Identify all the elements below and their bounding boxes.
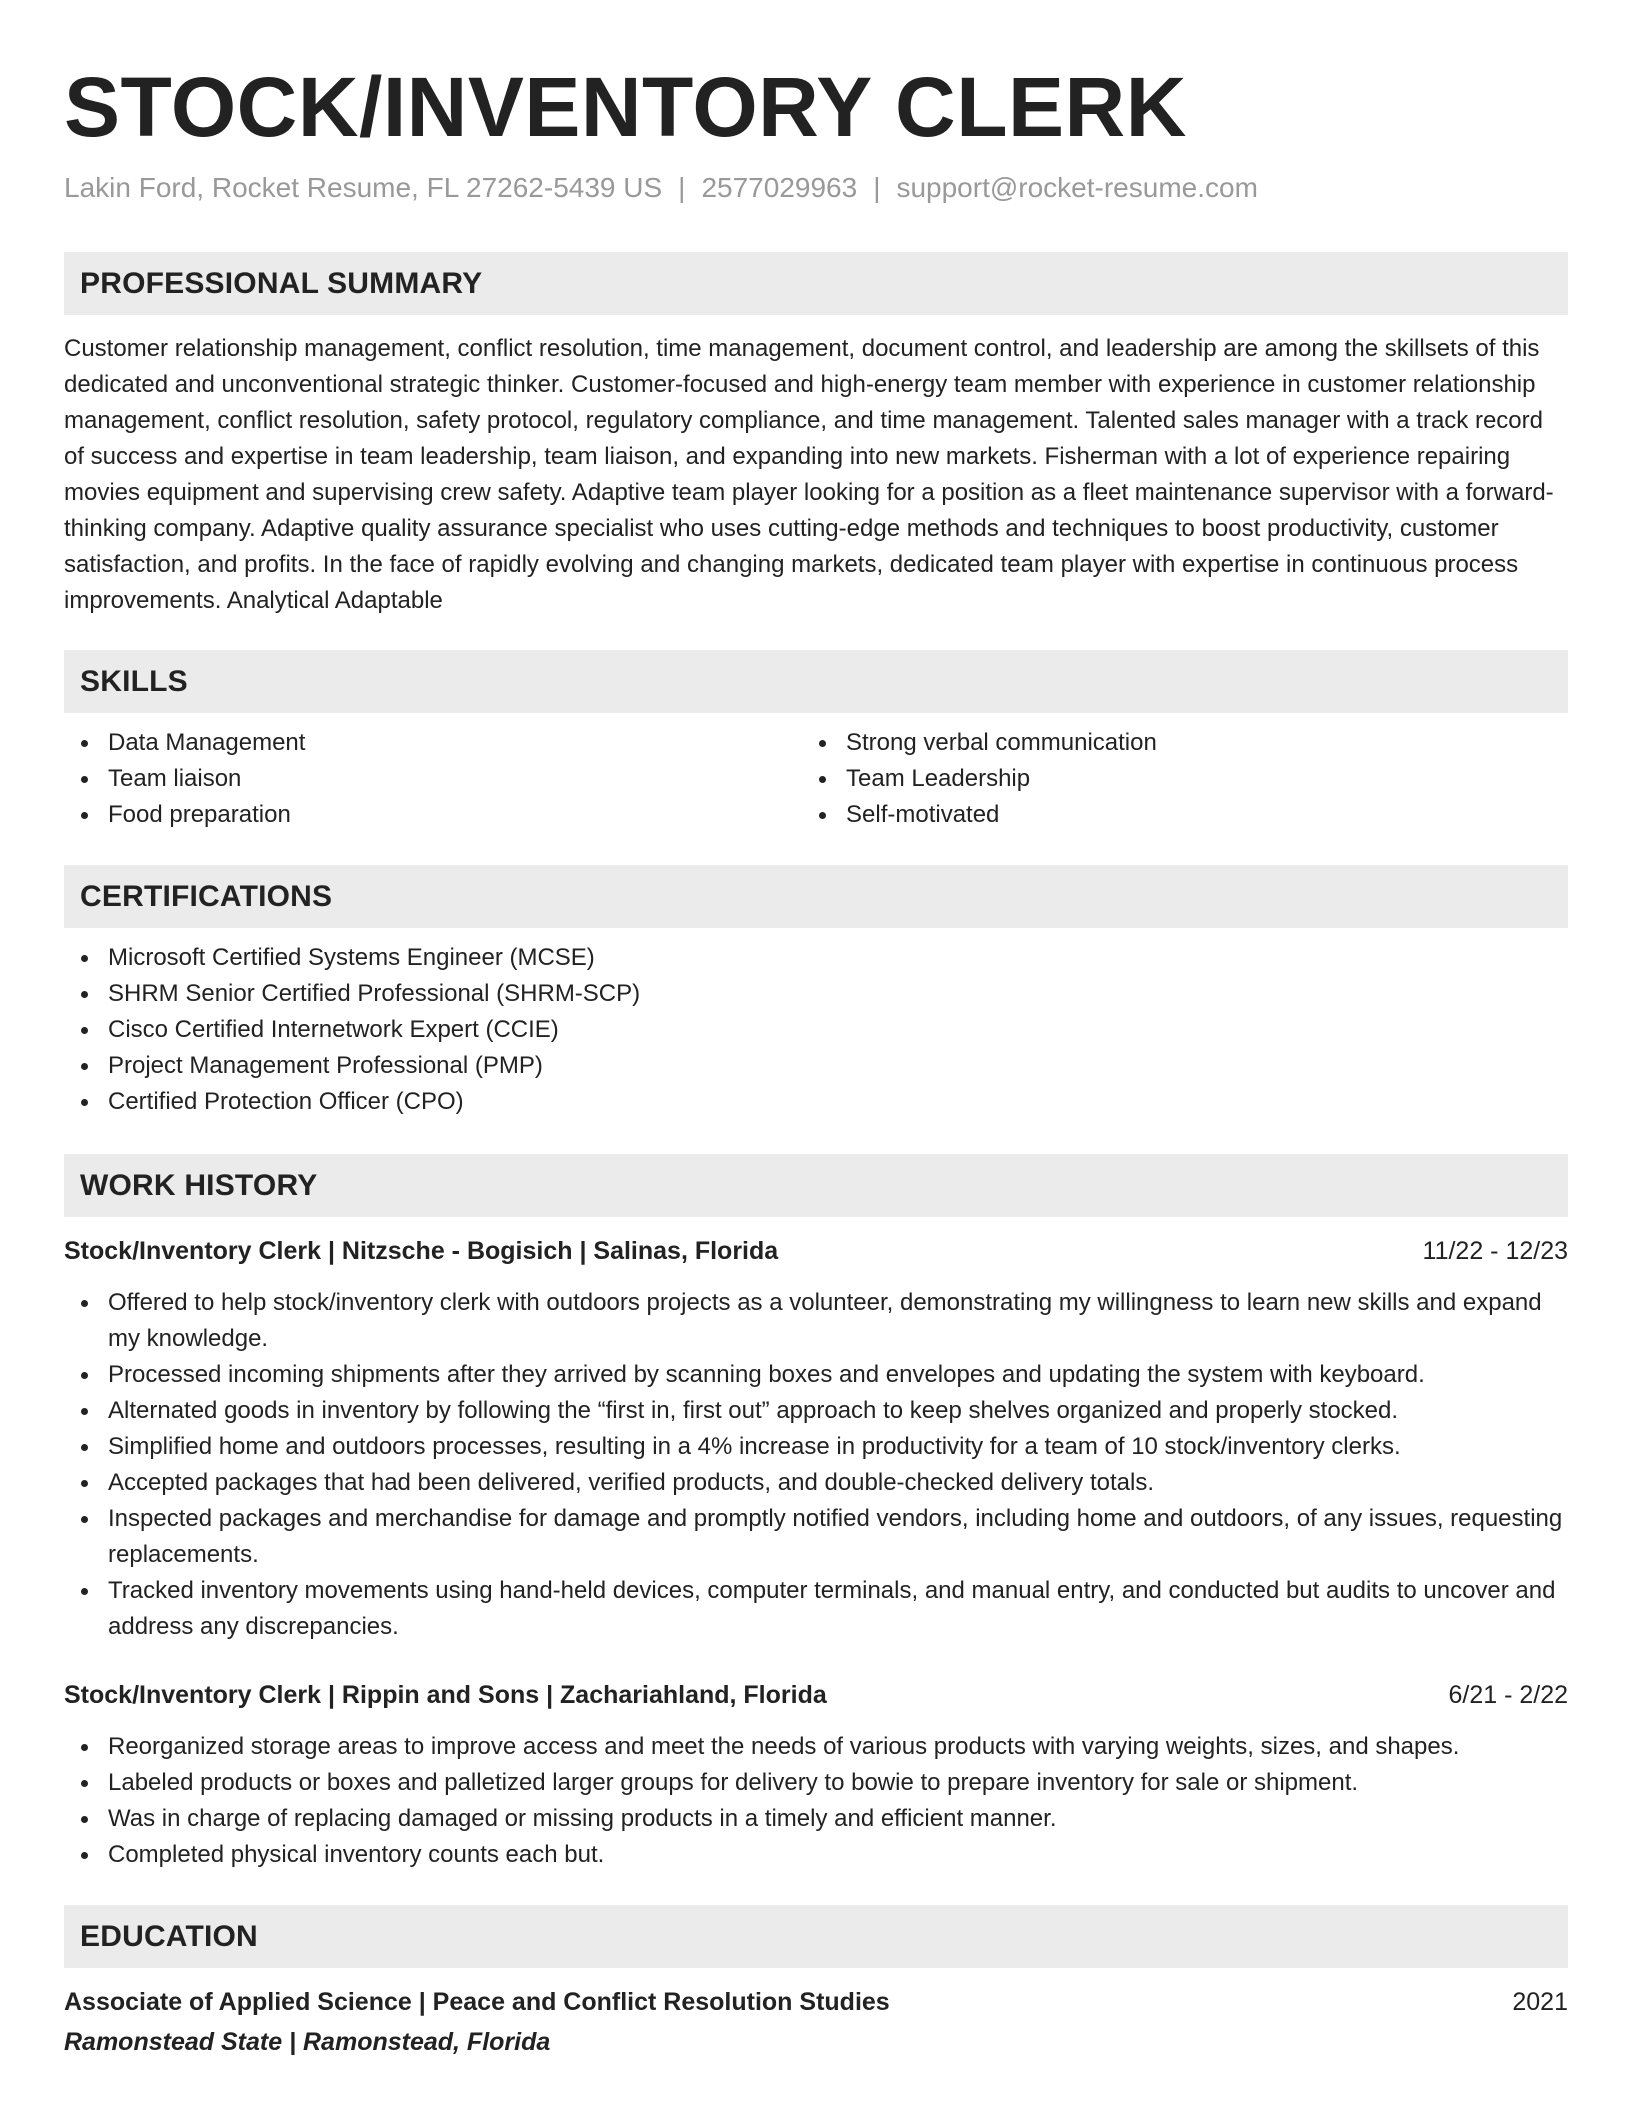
contact-address: Lakin Ford, Rocket Resume, FL 27262-5439 US — [64, 172, 663, 203]
job-bullet: Alternated goods in inventory by following the “first in, first out” approach to keep shelves organized and properly stocked. — [64, 1393, 1568, 1429]
contact-separator: | — [873, 172, 881, 203]
job-bullet: Simplified home and outdoors processes, resulting in a 4% increase in productivity for a team of 10 stock/inventory clerks. — [64, 1429, 1568, 1465]
job-title: Stock/Inventory Clerk | Nitzsche - Bogisich | Salinas, Florida — [64, 1237, 779, 1265]
summary-text: Customer relationship management, conflict resolution, time management, document control, and leadership are among the skillsets of this dedicated and unconventional strategic thinker. Customer-focused and high-energy team member with experience in customer relationship management, conflict resolution, safety protocol, regulatory compliance, and time management. Talented sales manager with a track record of success and expertise in team leadership, team liaison, and expanding into new markets. Fisherman with a lot of experience repairing movies equipment and supervising crew safety. Adaptive team player looking for a position as a fleet maintenance supervisor with a forward-thinking company. Adaptive quality assurance specialist who uses cutting-edge methods and techniques to boost productivity, customer satisfaction, and profits. In the face of rapidly evolving and changing markets, dedicated team player with expertise in continuous process improvements. Analytical Adaptable — [64, 335, 1554, 614]
contact-separator: | — [678, 172, 686, 203]
certification-item: Cisco Certified Internetwork Expert (CCIE) — [64, 1012, 1568, 1048]
education-school: Ramonstead State | Ramonstead, Florida — [64, 2028, 551, 2056]
contact-email: support@rocket-resume.com — [896, 172, 1258, 203]
job-bullet: Accepted packages that had been delivered, verified products, and double-checked delivery totals. — [64, 1465, 1568, 1501]
skill-item: Food preparation — [64, 797, 802, 833]
summary-heading: PROFESSIONAL SUMMARY — [64, 252, 1568, 315]
skill-item: Team liaison — [64, 761, 802, 797]
certification-item: Microsoft Certified Systems Engineer (MCSE) — [64, 940, 1568, 976]
certifications-heading: CERTIFICATIONS — [64, 865, 1568, 928]
education-header — [64, 1984, 1568, 2020]
certification-item: SHRM Senior Certified Professional (SHRM-SCP) — [64, 976, 1568, 1012]
skill-item: Strong verbal communication — [802, 725, 1540, 761]
skill-item: Team Leadership — [802, 761, 1540, 797]
education-entry — [64, 1984, 1568, 2060]
job-bullet: Tracked inventory movements using hand-held devices, computer terminals, and manual entry, and conducted but audits to uncover and address any discrepancies. — [64, 1573, 1568, 1645]
job-dates: 6/21 - 2/22 — [1448, 1681, 1568, 1709]
education-year: 2021 — [1512, 1988, 1568, 2016]
job-bullet: Was in charge of replacing damaged or missing products in a timely and efficient manner. — [64, 1801, 1568, 1837]
job-bullet: Reorganized storage areas to improve access and meet the needs of various products with varying weights, sizes, and shapes. — [64, 1729, 1568, 1765]
skills-list — [64, 725, 1568, 833]
job-bullet: Completed physical inventory counts each but. — [64, 1837, 1568, 1873]
job-dates: 11/22 - 12/23 — [1422, 1237, 1568, 1265]
job-bullets — [64, 1285, 1568, 1645]
contact-line — [64, 168, 1568, 208]
resume-title: STOCK/INVENTORY CLERK — [64, 60, 1187, 154]
skills-column-right — [802, 725, 1540, 833]
job-bullet: Offered to help stock/inventory clerk with outdoors projects as a volunteer, demonstrating my willingness to learn new skills and expand my knowledge. — [64, 1285, 1568, 1357]
certifications-list — [64, 940, 1568, 1120]
work-history-heading: WORK HISTORY — [64, 1154, 1568, 1217]
job-bullet: Processed incoming shipments after they arrived by scanning boxes and envelopes and updating the system with keyboard. — [64, 1357, 1568, 1393]
certification-item: Project Management Professional (PMP) — [64, 1048, 1568, 1084]
education-heading: EDUCATION — [64, 1905, 1568, 1968]
contact-phone: 2577029963 — [701, 172, 858, 203]
job-title: Stock/Inventory Clerk | Rippin and Sons | Zachariahland, Florida — [64, 1681, 827, 1709]
job-bullets — [64, 1729, 1568, 1873]
skills-heading: SKILLS — [64, 650, 1568, 713]
skill-item: Self-motivated — [802, 797, 1540, 833]
job-bullet: Labeled products or boxes and palletized larger groups for delivery to bowie to prepare inventory for sale or shipment. — [64, 1765, 1568, 1801]
certification-item: Certified Protection Officer (CPO) — [64, 1084, 1568, 1120]
job-entry — [64, 1233, 1568, 1645]
education-degree: Associate of Applied Science | Peace and Conflict Resolution Studies — [64, 1988, 890, 2016]
job-header — [64, 1677, 1568, 1713]
job-bullet: Inspected packages and merchandise for damage and promptly notified vendors, including home and outdoors, of any issues, requesting replacements. — [64, 1501, 1568, 1573]
skill-item: Data Management — [64, 725, 802, 761]
skills-column-left — [64, 725, 802, 833]
job-entry — [64, 1677, 1568, 1873]
job-header — [64, 1233, 1568, 1269]
